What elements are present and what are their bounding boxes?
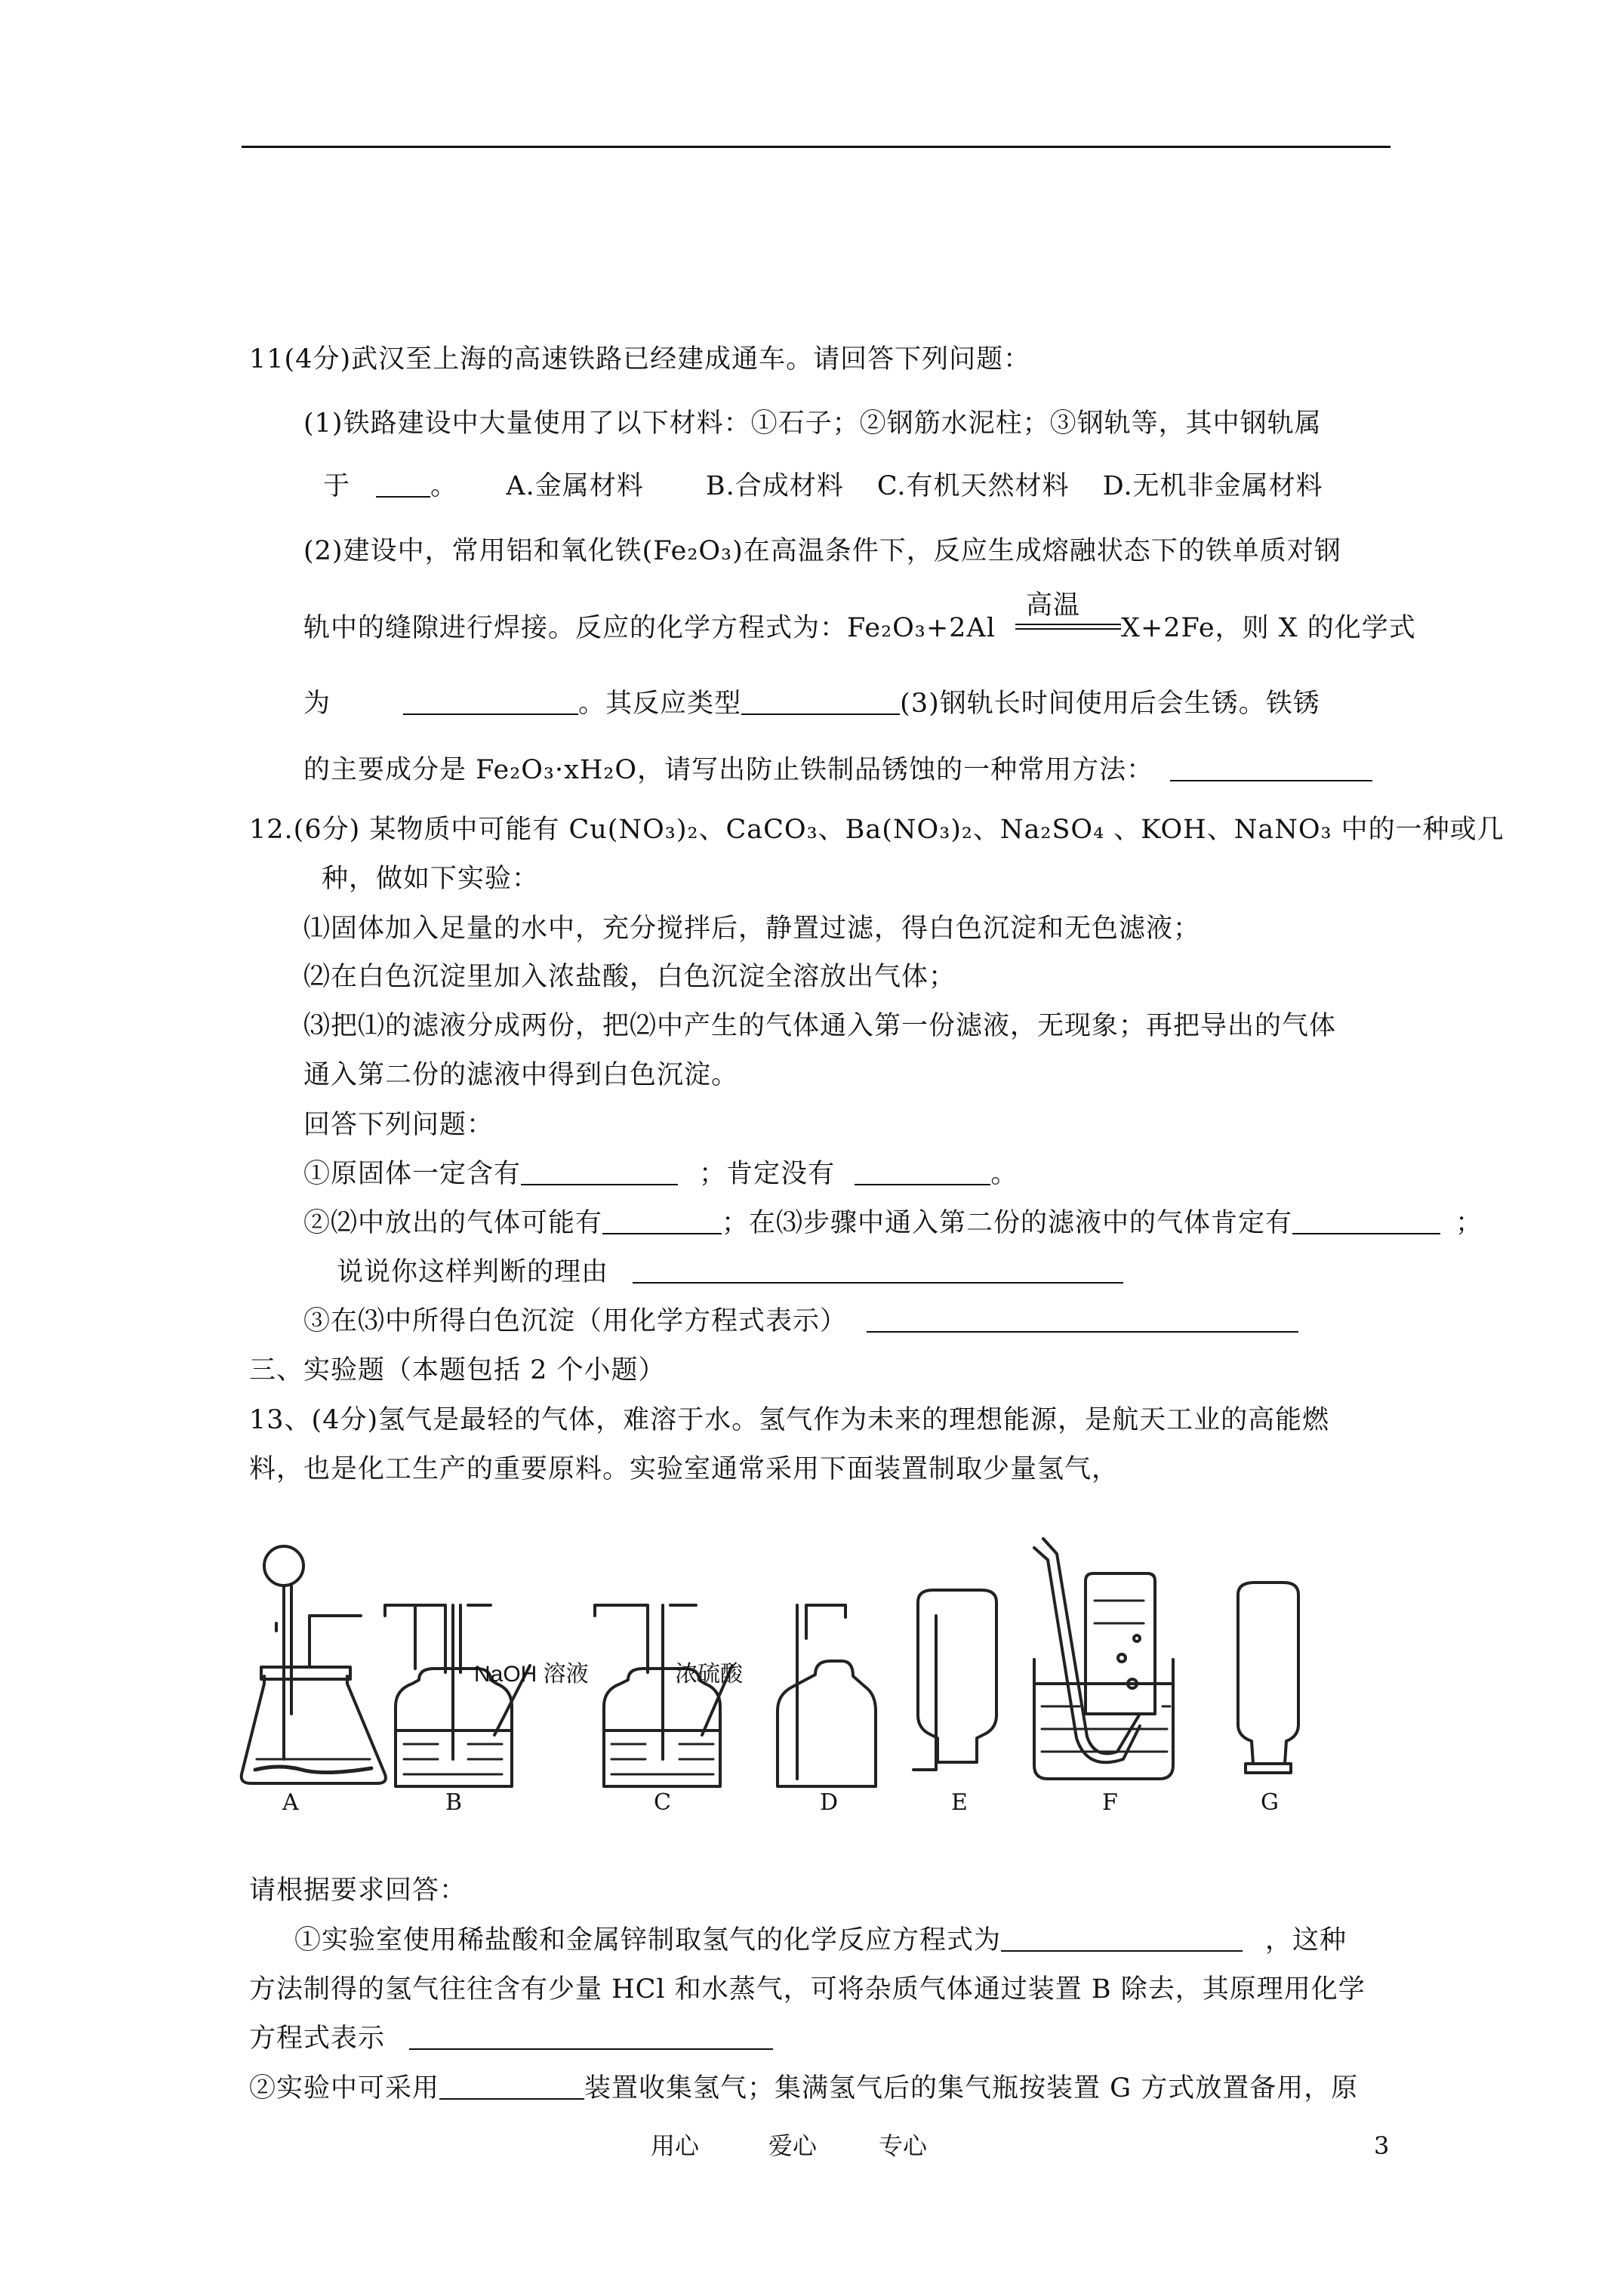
q12-answer-3 xyxy=(303,1303,1298,1339)
q13-blank-principle[interactable] xyxy=(409,2026,773,2050)
apparatus-f-trough xyxy=(1034,1539,1173,1779)
q11-answer-line xyxy=(303,686,1320,722)
q12-a2-reason-label: 说说你这样判断的理由 xyxy=(337,1257,609,1287)
q11-option-a: A.金属材料 xyxy=(506,471,644,501)
apparatus-figure xyxy=(234,1533,1321,1820)
footer-right: 专心 xyxy=(879,2131,928,2160)
q12-step-1: ⑴固体加入足量的水中，充分搅拌后，静置过滤，得白色沉淀和无色滤液； xyxy=(303,914,1201,944)
apparatus-e-bottle xyxy=(913,1590,996,1770)
q12-answer-1 xyxy=(303,1156,1018,1192)
q12-blank-gas-certain[interactable] xyxy=(1292,1210,1440,1234)
q12-title-cont: 种，做如下实验： xyxy=(322,864,540,894)
q11-part3-text: 的主要成分是 Fe₂O₃·xH₂O，请写出防止铁制品锈蚀的一种常用方法： xyxy=(303,755,1154,785)
q12-a3-text: ③在⑶中所得白色沉淀（用化学方程式表示） xyxy=(303,1306,848,1336)
q12-blank-contains[interactable] xyxy=(521,1161,678,1185)
q13-a2-suffix: 装置收集氢气；集满氢气后的集气瓶按装置 G 方式放置备用，原 xyxy=(584,2073,1359,2103)
q11-equation-right: X+2Fe，则 X 的化学式 xyxy=(1121,613,1416,643)
q13-answer-2 xyxy=(249,2070,1358,2106)
q11-option-c: C.有机天然材料 xyxy=(876,471,1070,501)
q13-blank-collection[interactable] xyxy=(439,2076,584,2100)
q12-a1-prefix: ①原固体一定含有 xyxy=(303,1159,522,1189)
q12-answer-intro: 回答下列问题： xyxy=(303,1110,494,1140)
q13-a1-suffix: ，这种 xyxy=(1265,1925,1347,1955)
q12-answer-2 xyxy=(303,1205,1483,1241)
q11-part1-options xyxy=(323,468,1323,504)
q12-a2-suffix: ； xyxy=(1455,1208,1483,1238)
q13-a1-c: 方程式表示 xyxy=(249,2023,386,2054)
reaction-arrow xyxy=(1015,590,1121,640)
q11-answer-suffix: (3)钢轨长时间使用后会生锈。铁锈 xyxy=(900,689,1320,719)
apparatus-b-bottle xyxy=(385,1605,530,1786)
q11-part1-prefix: 于 xyxy=(323,471,351,501)
q13-answer-1-end xyxy=(249,2020,773,2057)
q13-answer-1-cont: 方法制得的氢气往往含有少量 HCl 和水蒸气，可将杂质气体通过装置 B 除去，其原理用化学 xyxy=(249,1974,1366,2005)
q13-title-cont: 料，也是化工生产的重要原料。实验室通常采用下面装置制取少量氢气， xyxy=(249,1454,1119,1484)
q12-blank-equation[interactable] xyxy=(867,1308,1298,1333)
q13-title: 13、(4分)氢气是最轻的气体，难溶于水。氢气作为未来的理想能源，是航天工业的高能燃 xyxy=(249,1405,1330,1435)
page-number: 3 xyxy=(1374,2131,1390,2160)
q11-answer-mid: 。其反应类型 xyxy=(578,689,742,719)
q12-blank-reason[interactable] xyxy=(633,1259,1123,1284)
q11-part2: (2)建设中，常用铝和氧化铁(Fe₂O₃)在高温条件下，反应生成熔融状态下的铁单质对钢 xyxy=(303,536,1341,566)
label-a: A xyxy=(282,1789,299,1816)
q12-step-3: ⑶把⑴的滤液分成两份，把⑵中产生的气体通入第一份滤液，无现象；再把导出的气体 xyxy=(303,1011,1337,1041)
q11-option-b: B.合成材料 xyxy=(705,471,844,501)
header-rule xyxy=(242,146,1390,148)
apparatus-g-bottle xyxy=(1238,1583,1298,1773)
q12-a2-mid: ；在⑶步骤中通入第二份的滤液中的气体肯定有 xyxy=(722,1208,1293,1238)
q11-part1: (1)铁路建设中大量使用了以下材料：①石子；②钢筋水泥柱；③钢轨等，其中钢轨属 xyxy=(303,408,1322,439)
label-d: D xyxy=(820,1789,839,1816)
q12-step-3-cont: 通入第二份的滤液中得到白色沉淀。 xyxy=(303,1060,739,1090)
label-e: E xyxy=(951,1789,968,1816)
q12-blank-gas-possible[interactable] xyxy=(602,1210,722,1234)
q13-blank-equation[interactable] xyxy=(1001,1928,1243,1952)
q11-blank-formula[interactable] xyxy=(403,691,578,715)
q12-title: 12.(6分) 某物质中可能有 Cu(NO₃)₂、CaCO₃、Ba(NO₃)₂、Na₂SO₄ 、KOH、NaNO₃ 中的一种或几 xyxy=(249,815,1504,845)
q11-blank-material[interactable] xyxy=(376,473,430,498)
q13-a2-prefix: ②实验中可采用 xyxy=(249,2073,440,2103)
q11-title: 11(4分)武汉至上海的高速铁路已经建成通车。请回答下列问题： xyxy=(249,344,1031,374)
apparatus-a-flask xyxy=(242,1546,386,1783)
h2so4-label: 浓硫酸 xyxy=(675,1661,743,1687)
label-b: B xyxy=(445,1789,463,1816)
naoh-label: NaOH 溶液 xyxy=(474,1662,589,1687)
q12-step-2: ⑵在白色沉淀里加入浓盐酸，白色沉淀全溶放出气体； xyxy=(303,962,956,992)
q11-part1-suffix: 。 xyxy=(430,471,458,501)
q13-ask: 请根据要求回答： xyxy=(249,1875,467,1906)
apparatus-d-bottle xyxy=(778,1605,876,1786)
q12-blank-excludes[interactable] xyxy=(855,1161,990,1185)
label-g: G xyxy=(1261,1789,1279,1816)
q12-a1-suffix: 。 xyxy=(990,1159,1018,1189)
q12-a1-mid: ；肯定没有 xyxy=(699,1159,836,1189)
q11-blank-rust-method[interactable] xyxy=(1170,757,1372,781)
q11-part3 xyxy=(303,752,1372,788)
q12-a2-prefix: ②⑵中放出的气体可能有 xyxy=(303,1208,603,1238)
q11-option-d: D.无机非金属材料 xyxy=(1102,471,1323,501)
q11-equation-left: 轨中的缝隙进行焊接。反应的化学方程式为：Fe₂O₃+2Al xyxy=(303,613,996,643)
q12-answer-2-reason xyxy=(337,1254,1123,1290)
footer-mid: 爱心 xyxy=(768,2131,818,2160)
q11-blank-reaction-type[interactable] xyxy=(741,691,900,715)
apparatus-c-bottle xyxy=(595,1605,732,1786)
apparatus-drawing xyxy=(234,1533,1321,1820)
q11-answer-prefix: 为 xyxy=(303,689,331,719)
q13-a1-prefix: ①实验室使用稀盐酸和金属锌制取氢气的化学反应方程式为 xyxy=(294,1925,1002,1955)
footer-left: 用心 xyxy=(651,2131,700,2160)
label-c: C xyxy=(654,1789,671,1816)
label-f: F xyxy=(1102,1789,1118,1816)
reaction-condition: 高温 xyxy=(1026,590,1081,621)
q13-answer-1 xyxy=(294,1922,1347,1959)
section-3-heading: 三、实验题（本题包括 2 个小题） xyxy=(249,1355,666,1385)
q11-equation-line xyxy=(303,590,1416,646)
